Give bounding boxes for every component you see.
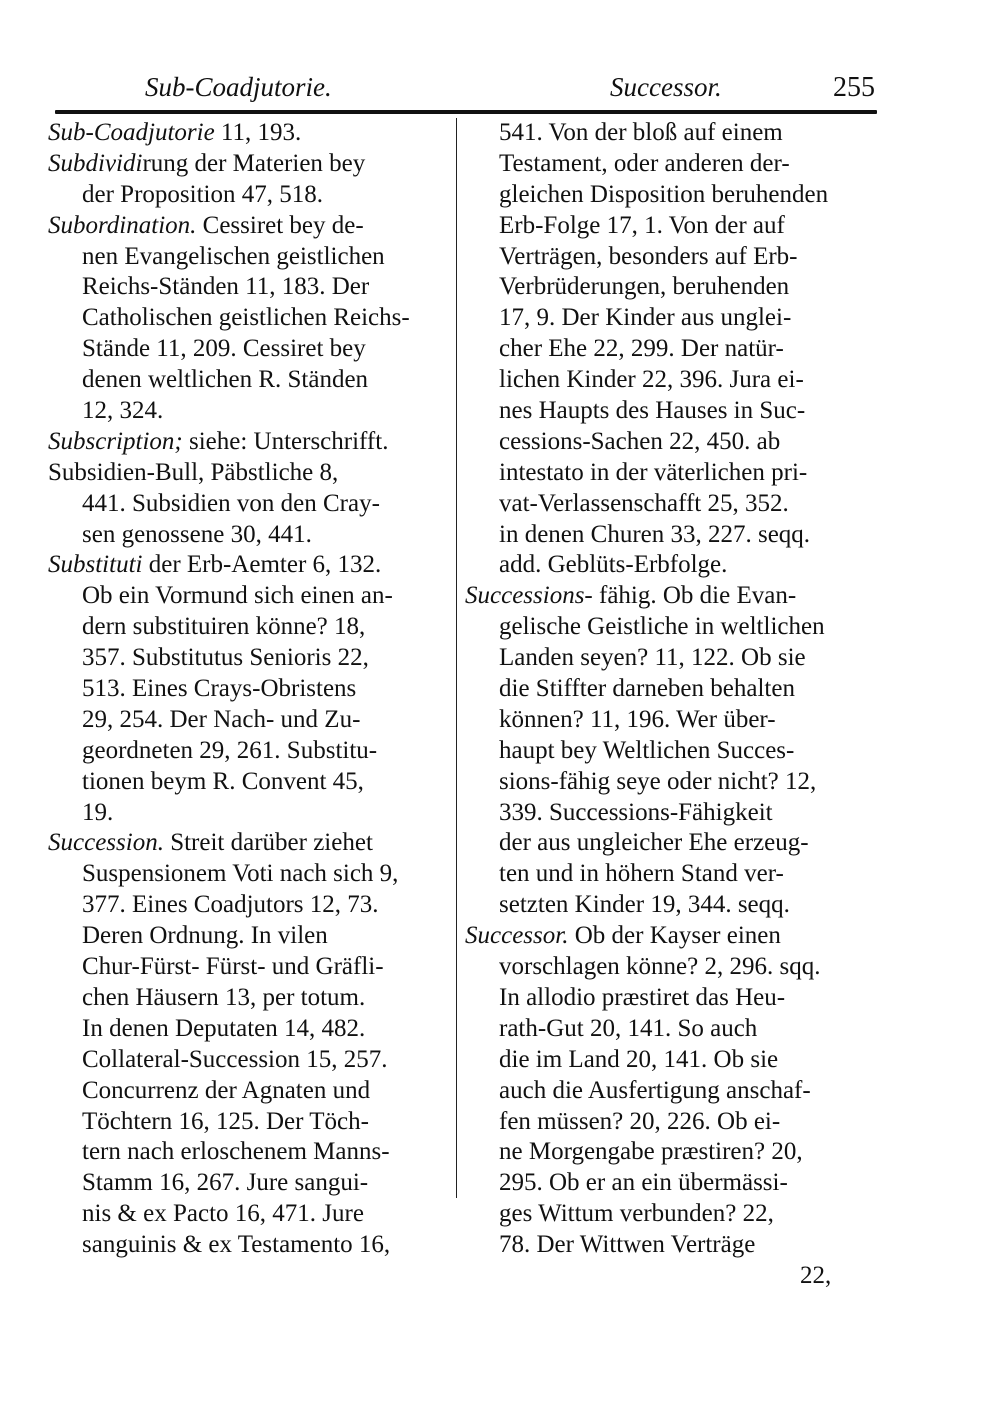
index-line: [465, 211, 875, 242]
entry-text: Ob der Kayser einen: [568, 922, 781, 950]
entry-text: nis & ex Pacto 16, 471. Jure: [82, 1200, 364, 1228]
index-line: [465, 550, 875, 581]
index-line: [465, 396, 875, 427]
entry-text: fen müssen? 20, 226. Ob ei-: [499, 1107, 781, 1135]
entry-text: tern nach erloschenem Manns-: [82, 1138, 390, 1166]
entry-text: cessions-Sachen 22, 450. ab: [499, 427, 781, 455]
entry-text: Subsidien-Bull, Päbstliche 8,: [48, 458, 339, 486]
index-line: [48, 828, 452, 859]
entry-text: 17, 9. Der Kinder aus unglei-: [499, 304, 792, 332]
entry-text: haupt bey Weltlichen Succes-: [499, 736, 795, 764]
entry-text: setzten Kinder 19, 344. seqq.: [499, 891, 790, 919]
entry-text: In allodio præstiret das Heu-: [499, 983, 786, 1011]
entry-text: auch die Ausfertigung anschaf-: [499, 1076, 811, 1104]
index-line: [465, 1014, 875, 1045]
index-line: [465, 489, 875, 520]
index-line: [465, 1045, 875, 1076]
entry-lemma: Subscription;: [48, 427, 183, 455]
entry-text: Catholischen geistlichen Reichs-: [82, 304, 410, 332]
entry-text: 29, 254. Der Nach- und Zu-: [82, 705, 361, 733]
header-center-title: Successor.: [610, 72, 722, 102]
catchword: 22,: [800, 1262, 832, 1289]
entry-text: cher Ehe 22, 299. Der natür-: [499, 335, 784, 363]
header-rule: [55, 110, 877, 114]
index-line: [48, 798, 452, 829]
index-line: [48, 1107, 452, 1138]
entry-text: nen Evangelischen geistlichen: [82, 242, 385, 270]
index-line: [48, 921, 452, 952]
index-line: [465, 1137, 875, 1168]
entry-lemma: Subordination.: [48, 211, 197, 239]
index-line: [48, 427, 452, 458]
index-line: [48, 118, 452, 149]
index-line: [465, 612, 875, 643]
entry-text: 377. Eines Coadjutors 12, 73.: [82, 891, 379, 919]
index-line: [48, 581, 452, 612]
entry-text: ten und in höhern Stand ver-: [499, 860, 784, 888]
entry-text: Stamm 16, 267. Jure sangui-: [82, 1169, 369, 1197]
index-line: [465, 272, 875, 303]
index-line: [48, 550, 452, 581]
entry-text: 339. Successions-Fähigkeit: [499, 798, 773, 826]
index-line: [465, 365, 875, 396]
index-line: [48, 1076, 452, 1107]
entry-lemma: Substituti: [48, 551, 143, 579]
entry-text: add. Geblüts-Erbfolge.: [499, 551, 728, 579]
entry-text: Ob ein Vormund sich einen an-: [82, 582, 393, 610]
right-column: [465, 118, 875, 1261]
index-line: [465, 983, 875, 1014]
index-line: [48, 983, 452, 1014]
index-line: [48, 1045, 452, 1076]
entry-text: Deren Ordnung. In vilen: [82, 922, 328, 950]
column-divider: [456, 118, 457, 1198]
index-line: [465, 180, 875, 211]
entry-text: Collateral-Succession 15, 257.: [82, 1045, 388, 1073]
entry-text: sen genossene 30, 441.: [82, 520, 312, 548]
entry-text: denen weltlichen R. Ständen: [82, 366, 369, 394]
entry-text: 12, 324.: [82, 397, 164, 425]
index-line: [465, 736, 875, 767]
index-line: [48, 365, 452, 396]
index-line: [465, 921, 875, 952]
entry-lemma: Sub-Coadjutorie: [48, 119, 215, 146]
entry-text: vat-Verlassenschafft 25, 352.: [499, 489, 789, 517]
entry-text: der aus ungleicher Ehe erzeug-: [499, 829, 809, 857]
entry-text: 78. Der Wittwen Verträge: [499, 1231, 756, 1259]
entry-lemma: Subdividi: [48, 149, 143, 177]
index-line: [465, 581, 875, 612]
page-number: 255: [833, 72, 875, 103]
entry-text: sanguinis & ex Testamento 16,: [82, 1231, 391, 1259]
index-line: [465, 520, 875, 551]
entry-text: in denen Churen 33, 227. seqq.: [499, 520, 811, 548]
index-line: [48, 1230, 452, 1261]
entry-text: In denen Deputaten 14, 482.: [82, 1014, 366, 1042]
entry-text: der Erb-Aemter 6, 132.: [142, 551, 382, 579]
index-line: [48, 489, 452, 520]
entry-text: dern substituiren könne? 18,: [82, 613, 366, 641]
index-line: [48, 612, 452, 643]
entry-text: ges Wittum verbunden? 22,: [499, 1200, 774, 1228]
entry-text: 513. Eines Crays-Obristens: [82, 675, 357, 703]
entry-text: fähig. Ob die Evan-: [592, 582, 797, 610]
index-line: [465, 705, 875, 736]
index-line: [465, 859, 875, 890]
index-line: [465, 674, 875, 705]
index-line: [48, 705, 452, 736]
index-line: [465, 643, 875, 674]
entry-text: Erb-Folge 17, 1. Von der auf: [499, 211, 785, 239]
index-line: [465, 798, 875, 829]
index-line: [48, 736, 452, 767]
index-line: [465, 427, 875, 458]
index-line: [48, 952, 452, 983]
index-line: [465, 767, 875, 798]
entry-text: Verträgen, besonders auf Erb-: [499, 242, 798, 270]
index-line: [48, 303, 452, 334]
index-line: [465, 118, 875, 149]
index-line: [48, 242, 452, 273]
index-line: [48, 1137, 452, 1168]
entry-text: sions-fähig seye oder nicht? 12,: [499, 767, 817, 795]
index-line: [465, 149, 875, 180]
entry-text: die im Land 20, 141. Ob sie: [499, 1045, 779, 1073]
index-line: [48, 334, 452, 365]
index-line: [48, 1199, 452, 1230]
index-line: [465, 1230, 875, 1261]
entry-text: gleichen Disposition beruhenden: [499, 180, 829, 208]
index-line: [465, 1199, 875, 1230]
entry-text: geordneten 29, 261. Substitu-: [82, 736, 378, 764]
entry-text: tionen beym R. Convent 45,: [82, 767, 364, 795]
entry-text: gelische Geistliche in weltlichen: [499, 613, 825, 641]
entry-text: intestato in der väterlichen pri-: [499, 458, 808, 486]
entry-text: 357. Substitutus Senioris 22,: [82, 644, 369, 672]
index-line: [48, 859, 452, 890]
entry-text: Reichs-Ständen 11, 183. Der: [82, 273, 370, 301]
entry-text: 441. Subsidien von den Cray-: [82, 489, 380, 517]
entry-text: Verbrüderungen, beruhenden: [499, 273, 790, 301]
index-line: [465, 1168, 875, 1199]
entry-text: lichen Kinder 22, 396. Jura ei-: [499, 366, 804, 394]
entry-text: 295. Ob er an ein übermässi-: [499, 1169, 788, 1197]
index-line: [465, 1107, 875, 1138]
index-line: [48, 396, 452, 427]
entry-text: Streit darüber ziehet: [163, 829, 373, 857]
index-line: [48, 458, 452, 489]
entry-text: nes Haupts des Hauses in Suc-: [499, 397, 806, 425]
entry-text: ne Morgengabe præstiren? 20,: [499, 1138, 803, 1166]
entry-text: Chur-Fürst- Fürst- und Gräfli-: [82, 953, 384, 981]
index-line: [48, 1014, 452, 1045]
entry-text: können? 11, 196. Wer über-: [499, 705, 776, 733]
index-line: [465, 1076, 875, 1107]
entry-text: chen Häusern 13, per totum.: [82, 983, 366, 1011]
entry-text: Suspensionem Voti nach sich 9,: [82, 860, 399, 888]
entry-text: vorschlagen könne? 2, 296. sqq.: [499, 953, 821, 981]
index-line: [48, 643, 452, 674]
index-line: [48, 767, 452, 798]
entry-lemma: Successions-: [465, 582, 593, 610]
entry-text: Stände 11, 209. Cessiret bey: [82, 335, 366, 363]
entry-lemma: Succession.: [48, 829, 164, 857]
entry-text: rung der Materien bey: [142, 149, 366, 177]
index-line: [48, 272, 452, 303]
header-left-title: Sub-Coadjutorie.: [145, 72, 332, 102]
entry-text: Töchtern 16, 125. Der Töch-: [82, 1107, 369, 1135]
entry-text: die Stiffter darneben behalten: [499, 675, 795, 703]
index-line: [48, 149, 452, 180]
index-line: [465, 334, 875, 365]
entry-text: siehe: Unterschrifft.: [182, 427, 389, 455]
index-line: [465, 242, 875, 273]
index-line: [465, 952, 875, 983]
entry-text: 541. Von der bloß auf einem: [499, 119, 783, 146]
entry-text: Testament, oder anderen der-: [499, 149, 790, 177]
index-line: [48, 520, 452, 551]
entry-text: Cessiret bey de-: [196, 211, 364, 239]
index-line: [48, 211, 452, 242]
left-column: [48, 118, 452, 1261]
entry-text: Landen seyen? 11, 122. Ob sie: [499, 644, 806, 672]
index-line: [48, 674, 452, 705]
index-line: [48, 890, 452, 921]
index-line: [48, 1168, 452, 1199]
entry-text: Concurrenz der Agnaten und: [82, 1076, 371, 1104]
entry-lemma: Successor.: [465, 922, 569, 950]
entry-text: der Proposition 47, 518.: [82, 180, 323, 208]
index-line: [465, 303, 875, 334]
index-line: [465, 890, 875, 921]
index-line: [48, 180, 452, 211]
running-header: [55, 72, 875, 108]
entry-text: 11, 193.: [214, 119, 302, 146]
entry-text: rath-Gut 20, 141. So auch: [499, 1014, 758, 1042]
entry-text: 19.: [82, 798, 114, 826]
index-line: [465, 458, 875, 489]
index-line: [465, 828, 875, 859]
